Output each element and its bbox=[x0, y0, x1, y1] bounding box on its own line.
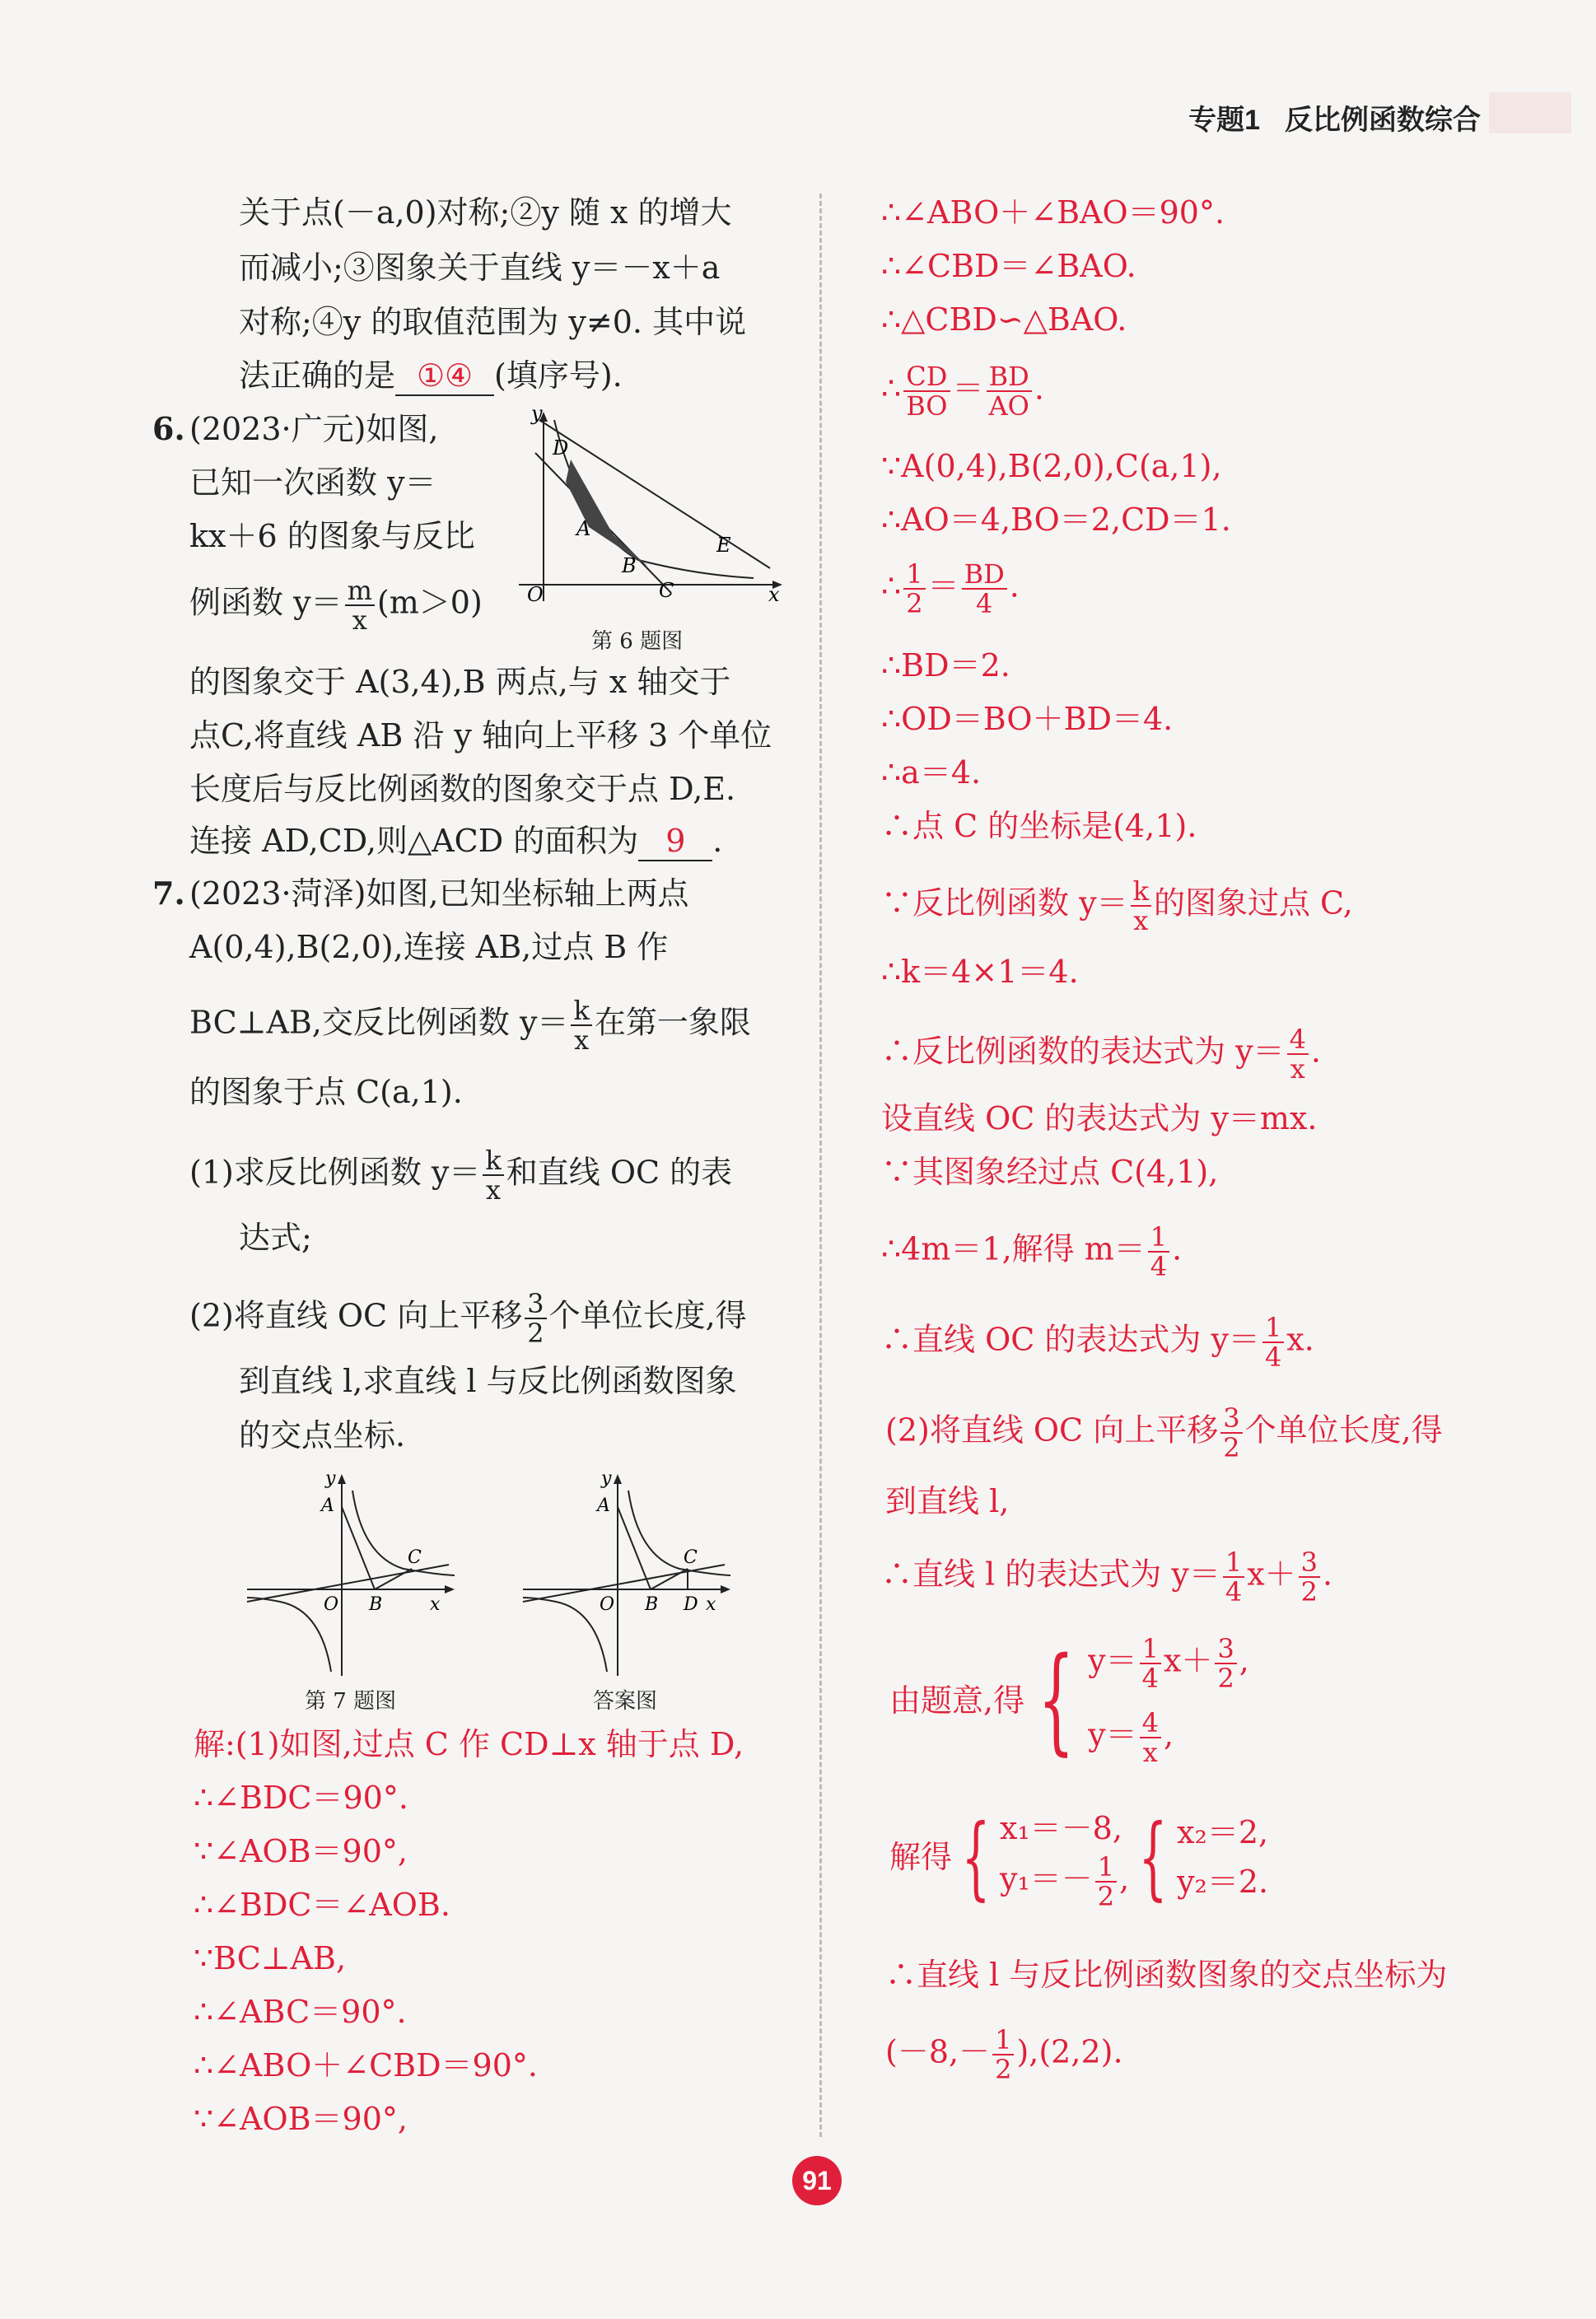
eq2-frac bbox=[1140, 1709, 1161, 1766]
equation-system bbox=[1088, 1635, 1249, 1766]
frac-den: 2 bbox=[1217, 1663, 1234, 1694]
frac-num: k bbox=[483, 1146, 503, 1176]
solution-left-3: ∵∠AOB＝90°, bbox=[194, 1833, 408, 1869]
r17-pre: ∴4m＝1,解得 m＝ bbox=[881, 1230, 1146, 1267]
label-a: A bbox=[321, 1495, 334, 1516]
line-ab bbox=[342, 1507, 375, 1589]
r7-post: . bbox=[1009, 567, 1020, 604]
sol-r23 bbox=[889, 1803, 1268, 1911]
frac-den: 4 bbox=[1141, 1663, 1159, 1694]
q7-p1-fraction bbox=[483, 1146, 503, 1204]
sol-r13: ∴k＝4×1＝4. bbox=[881, 954, 1079, 990]
r21-frac1 bbox=[1223, 1548, 1244, 1606]
sol-r7 bbox=[881, 560, 1020, 618]
q7-answer-figure-caption: 答案图 bbox=[593, 1689, 658, 1714]
sol-r5: ∵A(0,4),B(2,0),C(a,1), bbox=[881, 448, 1222, 484]
q7-fraction bbox=[571, 996, 591, 1054]
q6-number: 6. bbox=[152, 410, 185, 447]
sol-r21 bbox=[881, 1548, 1332, 1606]
frac-num: k bbox=[1131, 877, 1151, 907]
label-d: D bbox=[684, 1594, 698, 1615]
r19-frac bbox=[1220, 1404, 1242, 1462]
sol-r15: 设直线 OC 的表达式为 y＝mx. bbox=[881, 1100, 1318, 1136]
r4-frac1 bbox=[903, 362, 950, 420]
r21-pre: ∴直线 l 的表达式为 y＝ bbox=[881, 1556, 1220, 1593]
sol-r19 bbox=[885, 1404, 1443, 1462]
r4-pre: ∴ bbox=[881, 370, 902, 407]
eq1-post: , bbox=[1239, 1642, 1249, 1679]
q7-p2-pre: (2)将直线 OC 向上平移 bbox=[189, 1297, 523, 1334]
sol-r1: ∴∠ABO＋∠BAO＝90°. bbox=[881, 194, 1225, 231]
r23-pre: 解得 bbox=[889, 1839, 953, 1875]
frac-den: 4 bbox=[1150, 1251, 1168, 1282]
eq1-pre: y＝ bbox=[1088, 1642, 1137, 1679]
eq2-pre: y＝ bbox=[1088, 1716, 1137, 1753]
solution-left-6: ∴∠ABC＝90°. bbox=[194, 1994, 407, 2030]
q7-p1-post: 和直线 OC 的表 bbox=[506, 1154, 733, 1191]
frac-den: x bbox=[486, 1174, 502, 1206]
q5-line3: 对称;④y 的取值范围为 y≠0. 其中说 bbox=[239, 304, 747, 340]
label-y: y bbox=[531, 404, 543, 425]
page-header bbox=[1188, 97, 1481, 138]
q7-part1-line2: 达式; bbox=[239, 1220, 312, 1256]
q7-figure bbox=[239, 1466, 478, 1688]
hyperbola-q1 bbox=[628, 1491, 730, 1575]
frac-num: 1 bbox=[992, 2026, 1014, 2055]
frac-den: x bbox=[574, 1024, 590, 1056]
header-decoration bbox=[1489, 92, 1571, 133]
frac-num: 3 bbox=[1215, 1635, 1236, 1664]
q5-line1: 关于点(－a,0)对称;②y 随 x 的增大 bbox=[239, 194, 732, 231]
q5-line4 bbox=[239, 357, 623, 396]
q6-fraction bbox=[345, 576, 375, 634]
frac-num: 1 bbox=[1148, 1223, 1169, 1253]
r19-post: 个单位长度,得 bbox=[1244, 1411, 1443, 1449]
label-o: O bbox=[527, 583, 544, 606]
sol-r14 bbox=[881, 1025, 1321, 1083]
sol-r12 bbox=[881, 877, 1353, 935]
sol-r8: ∴BD＝2. bbox=[881, 647, 1010, 684]
q7-line4: 的图象于点 C(a,1). bbox=[189, 1074, 463, 1110]
sol-r24: ∴直线 l 与反比例函数图象的交点坐标为 bbox=[885, 1957, 1448, 1993]
r25-pre: (－8,－ bbox=[885, 2033, 991, 2070]
label-c: C bbox=[684, 1547, 698, 1568]
frac-num: 1 bbox=[1262, 1313, 1284, 1343]
eq1-frac2 bbox=[1215, 1635, 1236, 1692]
sol2-y: y₂＝2. bbox=[1177, 1864, 1269, 1900]
frac-num: 1 bbox=[1140, 1635, 1161, 1664]
label-c: C bbox=[408, 1547, 422, 1568]
label-x: x bbox=[430, 1594, 441, 1615]
q5-line2: 而减小;③图象关于直线 y＝－x＋a bbox=[239, 250, 721, 286]
r12-post: 的图象过点 C, bbox=[1153, 884, 1353, 922]
frac-den: 2 bbox=[995, 2054, 1012, 2085]
line-l bbox=[247, 1565, 449, 1602]
frac-den: 2 bbox=[1097, 1881, 1115, 1912]
r21-mid: x＋ bbox=[1247, 1556, 1296, 1593]
frac-num: 1 bbox=[1095, 1853, 1117, 1883]
frac-den: AO bbox=[988, 390, 1029, 422]
sol-r2: ∴∠CBD＝∠BAO. bbox=[881, 248, 1136, 284]
r7-frac1 bbox=[903, 560, 925, 618]
r17-post: . bbox=[1172, 1230, 1183, 1267]
frac-den: x bbox=[1142, 1737, 1158, 1768]
r14-pre: ∴反比例函数的表达式为 y＝ bbox=[881, 1033, 1285, 1070]
q7-line3 bbox=[189, 996, 751, 1054]
sol-r4 bbox=[881, 362, 1044, 420]
q6-line4 bbox=[189, 576, 483, 634]
hyperbola-q1 bbox=[352, 1491, 455, 1575]
sol-r17 bbox=[881, 1223, 1182, 1281]
frac-num: CD bbox=[903, 362, 950, 392]
sol-r22 bbox=[889, 1635, 1249, 1766]
line-ab bbox=[618, 1507, 651, 1589]
solution-left-4: ∴∠BDC＝∠AOB. bbox=[194, 1887, 450, 1923]
frac-den: x bbox=[1133, 905, 1149, 936]
q5-text: 法正确的是 bbox=[239, 357, 396, 394]
r21-post: . bbox=[1323, 1556, 1333, 1593]
q6-line1: (2023·广元)如图, bbox=[189, 411, 439, 447]
solution2-brace: { bbox=[1138, 1804, 1168, 1910]
q7-l3-post: 在第一象限 bbox=[594, 1004, 751, 1041]
sol1-x: x₁＝－8, bbox=[1000, 1810, 1122, 1846]
frac-num: m bbox=[345, 576, 375, 606]
label-x: x bbox=[768, 583, 780, 606]
q6-answer: 9 bbox=[638, 822, 712, 861]
r12-pre: ∵反比例函数 y＝ bbox=[881, 884, 1128, 922]
sol-r6: ∴AO＝4,BO＝2,CD＝1. bbox=[881, 502, 1231, 538]
q7-p2-post: 个单位长度,得 bbox=[548, 1297, 747, 1334]
eq1-frac1 bbox=[1140, 1635, 1161, 1692]
sol-r3: ∴△CBD∽△BAO. bbox=[881, 301, 1127, 338]
q7-l3-pre: BC⊥AB,交反比例函数 y＝ bbox=[189, 1004, 569, 1041]
r22-pre: 由题意,得 bbox=[889, 1682, 1025, 1719]
label-c: C bbox=[659, 579, 674, 602]
frac-num: 1 bbox=[903, 560, 925, 590]
sol-r11: ∴点 C 的坐标是(4,1). bbox=[881, 808, 1197, 844]
eq1 bbox=[1088, 1635, 1249, 1692]
r4-frac2 bbox=[987, 362, 1032, 420]
system-brace: { bbox=[1038, 1633, 1075, 1767]
frac-num: BD bbox=[987, 362, 1032, 392]
frac-num: 3 bbox=[1220, 1404, 1242, 1434]
eq2 bbox=[1088, 1709, 1249, 1766]
label-o: O bbox=[324, 1594, 339, 1615]
x-arrow bbox=[721, 1585, 730, 1593]
sol1-y-pre: y₁＝－ bbox=[1000, 1860, 1093, 1897]
label-b: B bbox=[622, 554, 637, 577]
r25-frac bbox=[992, 2026, 1014, 2083]
column-divider bbox=[819, 194, 822, 2137]
sol1-y-frac bbox=[1095, 1853, 1117, 1911]
solution-left-1: 解:(1)如图,过点 C 作 CD⊥x 轴于点 D, bbox=[194, 1726, 744, 1762]
q7-part2-line2: 到直线 l,求直线 l 与反比例函数图象 bbox=[239, 1363, 737, 1399]
q7-part2 bbox=[189, 1290, 747, 1347]
q6-figure bbox=[506, 404, 791, 626]
frac-den: 2 bbox=[1300, 1576, 1318, 1607]
r7-frac2 bbox=[962, 560, 1007, 618]
q6-line7: 长度后与反比例函数的图象交于点 D,E. bbox=[189, 771, 736, 807]
sol1-y bbox=[1000, 1853, 1129, 1911]
r19-pre: (2)将直线 OC 向上平移 bbox=[885, 1411, 1219, 1449]
hyperbola-q3 bbox=[247, 1598, 331, 1672]
label-a: A bbox=[576, 517, 591, 540]
r12-frac bbox=[1131, 877, 1151, 935]
y-arrow bbox=[614, 1474, 622, 1484]
r25-post: ),(2,2). bbox=[1016, 2033, 1123, 2070]
q6-line2: 已知一次函数 y＝ bbox=[189, 464, 436, 501]
r21-frac2 bbox=[1299, 1548, 1320, 1606]
y-arrow bbox=[338, 1474, 346, 1484]
q7-line1: (2023·菏泽)如图,已知坐标轴上两点 bbox=[189, 875, 689, 912]
label-b: B bbox=[645, 1594, 659, 1615]
frac-den: 2 bbox=[527, 1318, 544, 1349]
q6-figure-caption: 第 6 题图 bbox=[591, 629, 684, 654]
frac-den: 4 bbox=[1264, 1341, 1282, 1373]
header-topic: 专题1 bbox=[1188, 105, 1260, 136]
frac-num: 4 bbox=[1140, 1709, 1161, 1738]
r7-pre: ∴ bbox=[881, 567, 902, 604]
frac-den: BO bbox=[906, 390, 948, 422]
label-e: E bbox=[716, 534, 731, 557]
solution-left-5: ∵BC⊥AB, bbox=[194, 1940, 347, 1976]
q7-part2-line3: 的交点坐标. bbox=[239, 1417, 406, 1453]
sol-r16: ∵其图象经过点 C(4,1), bbox=[881, 1154, 1219, 1190]
header-title: 反比例函数综合 bbox=[1285, 105, 1481, 136]
label-o: O bbox=[600, 1594, 615, 1615]
q6-l8-text: 连接 AD,CD,则△ACD 的面积为 bbox=[189, 823, 639, 859]
frac-den: 2 bbox=[1223, 1432, 1240, 1463]
solution1-brace: { bbox=[961, 1804, 991, 1910]
frac-num: 1 bbox=[1223, 1548, 1244, 1578]
frac-num: 3 bbox=[525, 1290, 546, 1319]
q6-line5: 的图象交于 A(3,4),B 两点,与 x 轴交于 bbox=[189, 664, 731, 700]
q6-l4-post: (m＞0) bbox=[376, 584, 483, 621]
label-b: B bbox=[369, 1594, 383, 1615]
q7-answer-figure bbox=[515, 1466, 754, 1688]
sol-r18 bbox=[881, 1313, 1314, 1371]
q7-figure-caption: 第 7 题图 bbox=[305, 1689, 397, 1714]
solution2 bbox=[1177, 1808, 1268, 1906]
q7-number: 7. bbox=[152, 875, 185, 912]
sol-r10: ∴a＝4. bbox=[881, 754, 982, 791]
sol-r20: 到直线 l, bbox=[885, 1483, 1010, 1519]
r18-pre: ∴直线 OC 的表达式为 y＝ bbox=[881, 1321, 1260, 1358]
frac-num: 3 bbox=[1299, 1548, 1320, 1578]
label-d: D bbox=[553, 436, 569, 460]
eq1-mid: x＋ bbox=[1164, 1642, 1213, 1679]
r18-frac bbox=[1262, 1313, 1284, 1371]
frac-den: x bbox=[1290, 1053, 1305, 1085]
sol-r25 bbox=[885, 2026, 1123, 2083]
solution1 bbox=[1000, 1803, 1129, 1911]
sol-r9: ∴OD＝BO＋BD＝4. bbox=[881, 701, 1174, 737]
q6-line8 bbox=[189, 822, 722, 861]
r4-eq: ＝ bbox=[952, 370, 984, 407]
q6-line3: kx＋6 的图象与反比 bbox=[189, 518, 475, 554]
label-y: y bbox=[325, 1468, 336, 1489]
page-number: 91 bbox=[792, 2156, 842, 2205]
q7-line2: A(0,4),B(2,0),连接 AB,过点 B 作 bbox=[189, 929, 669, 965]
q7-part1 bbox=[189, 1146, 732, 1204]
r17-frac bbox=[1148, 1223, 1169, 1281]
q6-l8-end: . bbox=[712, 823, 723, 859]
sol1-y-post: , bbox=[1119, 1860, 1130, 1897]
hyperbola-q3 bbox=[523, 1598, 607, 1672]
solution-left-7: ∴∠ABO＋∠CBD＝90°. bbox=[194, 2047, 538, 2083]
solution-left-8: ∵∠AOB＝90°, bbox=[194, 2101, 408, 2137]
frac-den: 2 bbox=[906, 588, 923, 619]
label-x: x bbox=[706, 1594, 716, 1615]
r14-frac bbox=[1287, 1025, 1309, 1083]
q7-p1-pre: (1)求反比例函数 y＝ bbox=[189, 1154, 481, 1191]
r7-eq: ＝ bbox=[927, 567, 959, 604]
label-y: y bbox=[601, 1468, 612, 1489]
q6-line6: 点C,将直线 AB 沿 y 轴向上平移 3 个单位 bbox=[189, 717, 772, 754]
x-arrow bbox=[445, 1585, 455, 1593]
label-a: A bbox=[597, 1495, 610, 1516]
q5-answer: ①④ bbox=[395, 357, 494, 396]
sol2-x: x₂＝2, bbox=[1177, 1814, 1269, 1850]
r18-post: x. bbox=[1286, 1321, 1314, 1358]
q6-l4-pre: 例函数 y＝ bbox=[189, 584, 343, 621]
frac-den: 4 bbox=[975, 588, 993, 619]
frac-den: x bbox=[352, 604, 367, 636]
frac-num: k bbox=[571, 996, 591, 1026]
eq2-post: , bbox=[1164, 1716, 1174, 1753]
frac-num: BD bbox=[962, 560, 1007, 590]
solution-left-2: ∴∠BDC＝90°. bbox=[194, 1780, 408, 1816]
shaded-region bbox=[566, 460, 648, 567]
r4-post: . bbox=[1034, 370, 1044, 407]
frac-den: 4 bbox=[1225, 1576, 1243, 1607]
q5-text-end: (填序号). bbox=[494, 357, 623, 394]
q7-p2-fraction bbox=[525, 1290, 546, 1347]
r14-post: . bbox=[1310, 1033, 1322, 1070]
frac-num: 4 bbox=[1287, 1025, 1309, 1055]
